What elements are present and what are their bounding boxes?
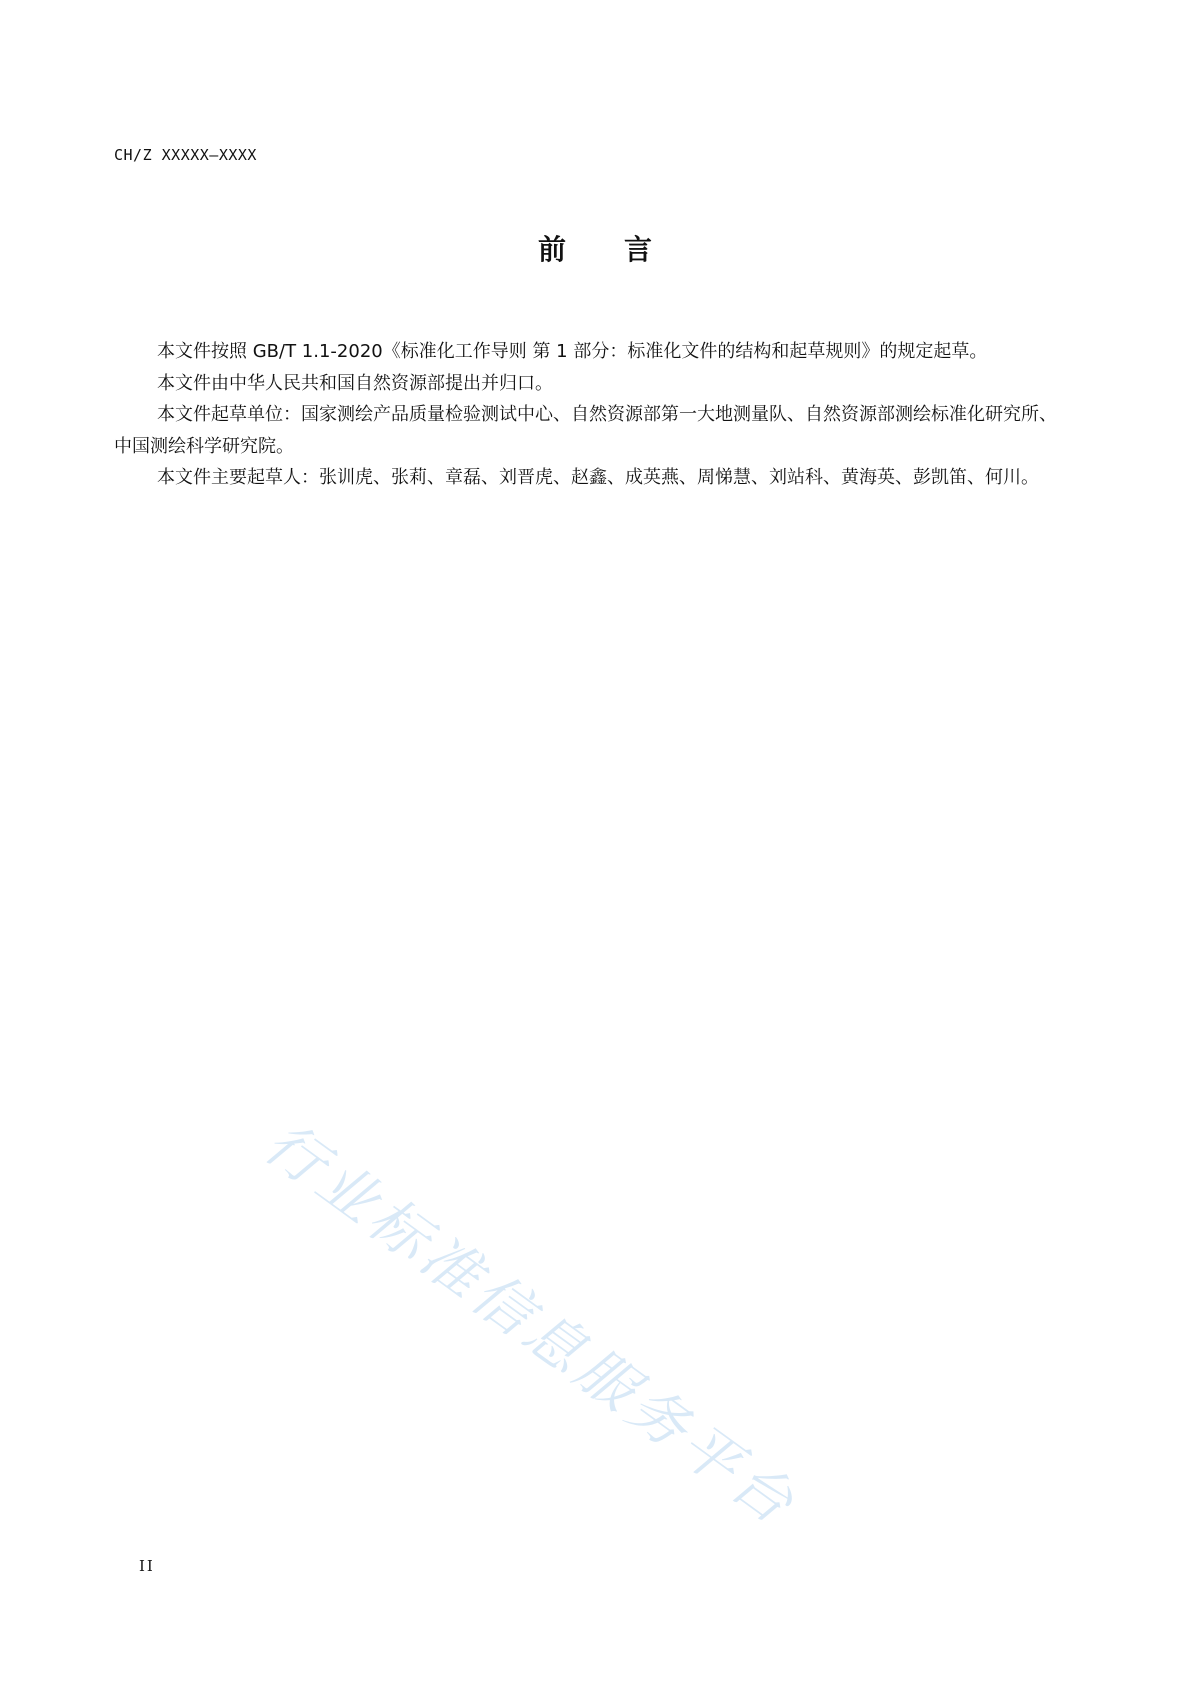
paragraph-proposer: 本文件由中华人民共和国自然资源部提出并归口。 [157,372,553,394]
watermark: 行业标准信息服务平台 [252,1108,811,1540]
standard-code: CH/Z XXXXX—XXXX [114,146,257,164]
foreword-body [114,336,1064,494]
page-number: II [139,1557,155,1575]
paragraph-drafting-rules: 本文件按照 GB/T 1.1-2020《标准化工作导则 第 1 部分：标准化文件的结构和起草规则》的规定起草。 [157,341,988,362]
page-title: 前言 [537,233,710,266]
paragraph-drafters: 本文件主要起草人：张训虎、张莉、章磊、刘晋虎、赵鑫、成英燕、周悌慧、刘站科、黄海英、彭凯笛、何川。 [157,467,1039,488]
paragraph-drafting-units: 本文件起草单位：国家测绘产品质量检验测试中心、自然资源部第一大地测量队、自然资源部测绘标准化研究所、中国测绘科学研究院。 [114,404,1057,457]
